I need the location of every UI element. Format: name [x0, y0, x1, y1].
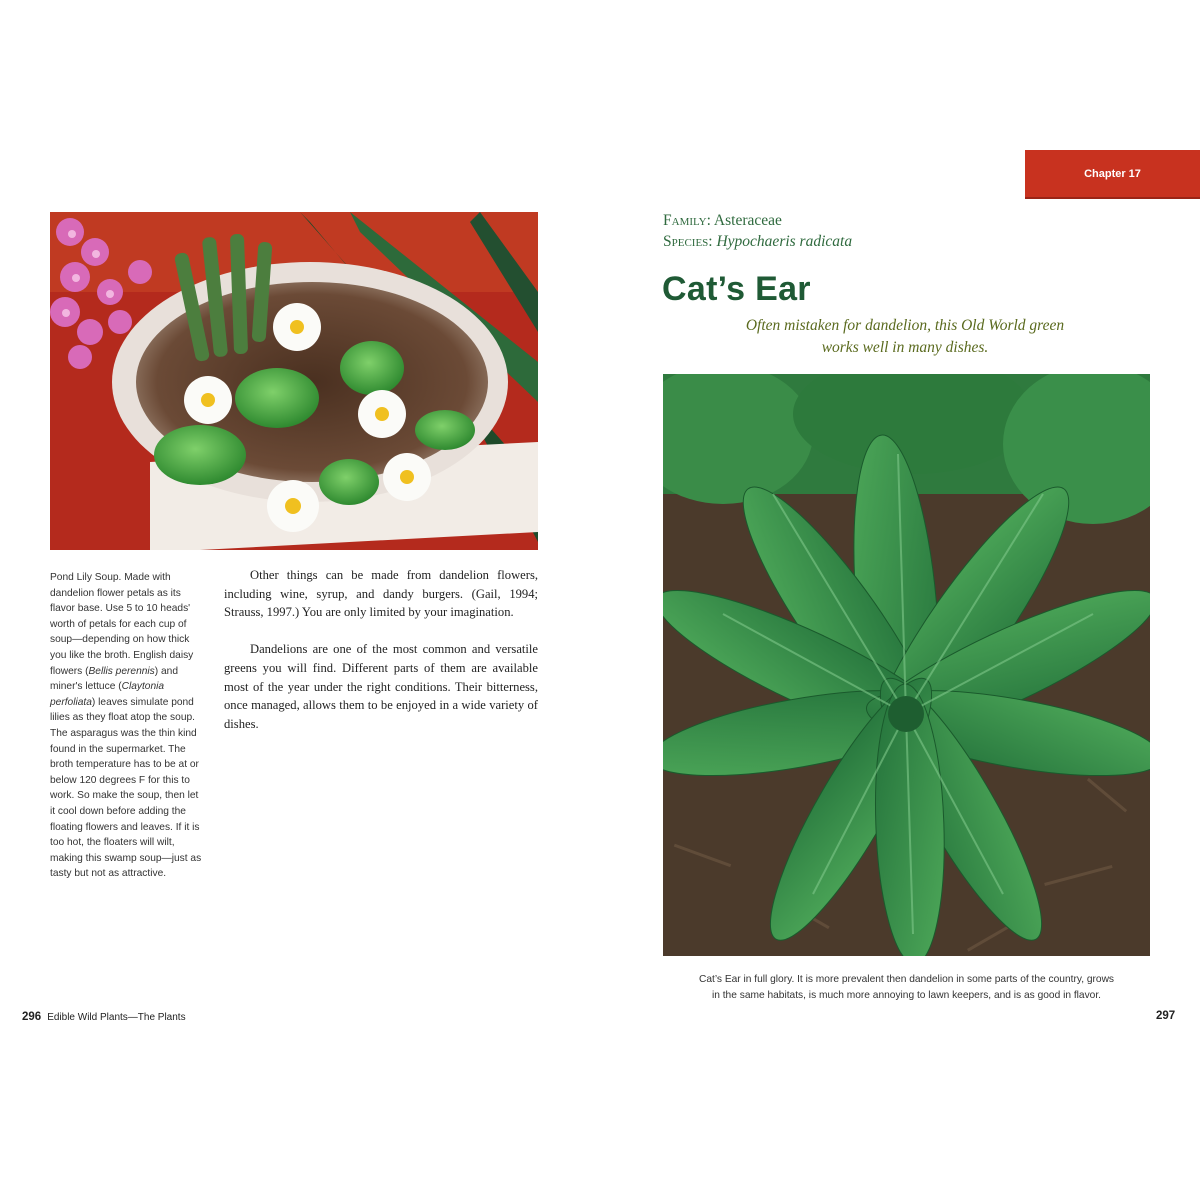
page-subtitle [700, 315, 1110, 359]
family-label: Family: [663, 212, 711, 229]
species-value: Hypochaeris radicata [716, 233, 853, 250]
page-title: Cat’s Ear [662, 270, 811, 308]
species-label: Species: [663, 233, 713, 250]
running-head: Edible Wild Plants—The Plants [47, 1012, 186, 1023]
caption-latin-claytonia: Claytonia perfoliata [50, 681, 165, 708]
caption-text: ) and miner's lettuce ( [50, 665, 178, 693]
caption-text: Pond Lily Soup. Made with dandelion flower petals as its flavor base. Use 5 to 10 heads' worth of petals for each cup of soup—depending on how thick you like the broth. English daisy flowers ( [50, 572, 194, 677]
family-line [663, 210, 852, 231]
pond-lily-soup-photo [50, 212, 538, 550]
caption-text: ) leaves simulate pond lilies as they float atop the soup. The asparagus was the thin kind found in the supermarket. The broth temperature has to be at or below 120 degrees F for this to work. So make the soup, then let it cool down before adding the floating flowers and leaves. If it is too hot, the floaters will wilt, making this swamp soup—just as tasty but not as attractive. [50, 696, 202, 880]
body-text [224, 566, 538, 752]
subtitle-line: Often mistaken for dandelion, this Old World green [745, 317, 1065, 334]
caption-line: Cat’s Ear in full glory. It is more prevalent then dandelion in some parts of the country, grows [698, 974, 1115, 985]
species-line [663, 231, 852, 252]
family-value: Asteraceae [713, 212, 782, 229]
body-paragraph: Other things can be made from dandelion flowers, including wine, syrup, and dandy burgers. (Gail, 1994; Strauss, 1997.) You are only limited by your imagination. [224, 568, 538, 620]
soup-photo-caption [50, 570, 202, 882]
caption-line: in the same habitats, is much more annoying to lawn keepers, and is as good in flavor. [711, 989, 1102, 1001]
page-number-right: 297 [1156, 1010, 1176, 1022]
page-number-left: 296 [22, 1011, 42, 1023]
plant-classification [663, 210, 852, 252]
subtitle-line: works well in many dishes. [821, 339, 989, 356]
chapter-tab: Chapter 17 [1025, 150, 1200, 199]
body-paragraph: Dandelions are one of the most common and versatile greens you will find. Different parts of them are available most of the year under the right conditions. Their bitterness, once managed, allows them to be enjoyed in a wide variety of dishes. [224, 642, 538, 731]
caption-latin-bellis: Bellis perennis [88, 665, 155, 677]
cats-ear-photo-caption [663, 972, 1150, 1004]
cats-ear-photo [663, 374, 1150, 956]
left-footer [22, 1011, 186, 1023]
